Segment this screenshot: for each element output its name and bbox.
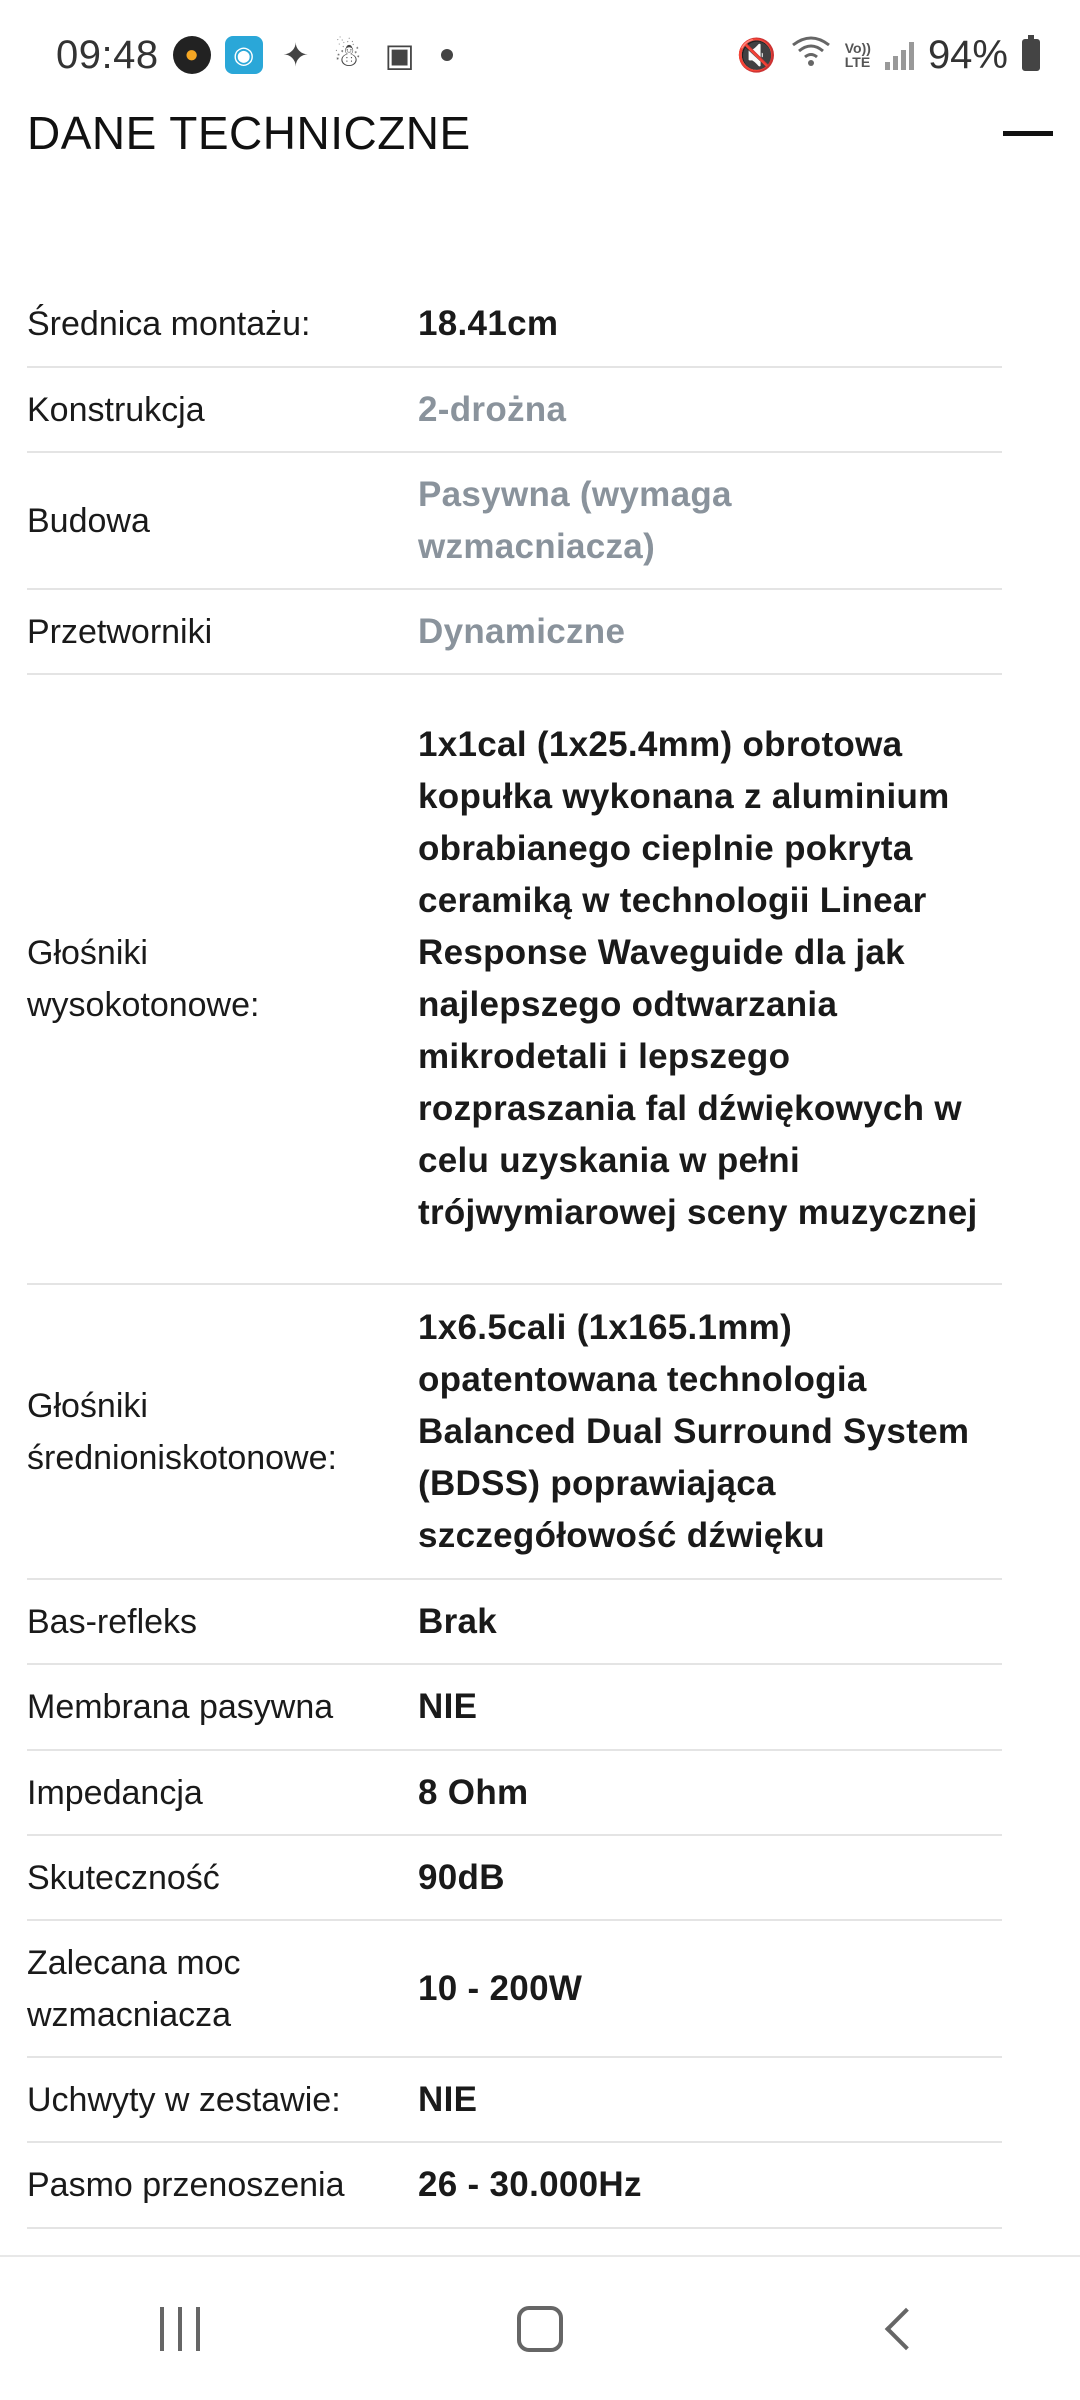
home-button[interactable]: [480, 2269, 600, 2389]
spec-value: Brak: [418, 1601, 498, 1641]
volte-top: Vo)): [844, 40, 871, 56]
table-row: [27, 590, 1002, 675]
spec-label: Głośniki średnioniskotonowe:: [27, 1386, 337, 1477]
table-row: [27, 368, 1002, 453]
section-header[interactable]: [27, 98, 1053, 168]
table-row: [27, 2058, 1002, 2143]
notification-dot-icon: [441, 49, 453, 61]
spec-label: Konstrukcja: [27, 390, 205, 429]
spec-value: 18.41cm: [418, 304, 559, 343]
table-row: [27, 282, 1002, 368]
table-row: [27, 453, 1002, 590]
back-button[interactable]: [840, 2269, 960, 2389]
spec-value: Pasywna (wymaga wzmacniacza): [418, 474, 732, 566]
spec-label: Impedancja: [27, 1773, 203, 1812]
spec-value: 10 - 200W: [418, 1968, 583, 2008]
gallery-icon: ▣: [384, 37, 415, 73]
table-row: [27, 2143, 1002, 2229]
spec-label: Zalecana moc wzmacniacza: [27, 1943, 241, 2034]
spec-value: 26 - 30.000Hz: [418, 2165, 642, 2204]
battery-percent: 94%: [927, 32, 1008, 77]
mute-icon: 🔇: [736, 37, 777, 73]
battery-icon: [1022, 39, 1040, 71]
spec-label: Głośniki wysokotonowe:: [27, 934, 260, 1024]
eye-app-icon: ◉: [225, 36, 263, 74]
status-left: [56, 33, 453, 78]
signal-icon: [885, 40, 914, 70]
spec-label: Przetworniki: [27, 612, 213, 651]
navigation-bar: [0, 2255, 1080, 2400]
status-bar: [0, 0, 1080, 110]
spec-value: Dynamiczne: [418, 611, 626, 651]
table-row: [27, 1921, 1002, 2058]
spec-value: 1x1cal (1x25.4mm) obrotowa kopułka wykonana z aluminium obrabianego cieplnie pokryta ceramiką w technologii Linear Response Waveguide dla jak najlepszego odtwarzania mikrodetali i lepszego rozpraszania fal dźwiękowych w celu uzyskania w pełni trójwymiarowej sceny muzycznej: [418, 725, 978, 1232]
spec-value: 1x6.5cali (1x165.1mm) opatentowana technologia Balanced Dual Surround System (BDSS) poprawiająca szczegółowość dźwięku: [418, 1307, 970, 1555]
snowman-icon: ☃: [333, 37, 362, 73]
spec-value: NIE: [418, 2079, 478, 2119]
volte-indicator: [845, 41, 871, 69]
spec-label: Budowa: [27, 501, 150, 540]
spec-value: 90dB: [418, 1857, 505, 1897]
spec-label: Membrana pasywna: [27, 1688, 334, 1726]
spec-label: Pasmo przenoszenia: [27, 2166, 345, 2204]
status-right: [737, 33, 1040, 78]
spec-value: 8 Ohm: [418, 1772, 529, 1812]
spec-table: [27, 282, 1002, 2229]
spec-label: Średnica montażu:: [27, 305, 311, 343]
status-time: 09:48: [56, 32, 159, 77]
collapse-icon[interactable]: [1003, 113, 1053, 153]
recents-button[interactable]: [120, 2269, 240, 2389]
table-row: [27, 1751, 1002, 1836]
spec-label: Skuteczność: [27, 1858, 220, 1897]
section-title: DANE TECHNICZNE: [27, 107, 471, 159]
table-row: [27, 1285, 1002, 1580]
table-row: [27, 1580, 1002, 1665]
spec-label: Uchwyty w zestawie:: [27, 2080, 341, 2119]
table-row: [27, 1836, 1002, 1921]
wifi-icon: [791, 35, 831, 75]
spec-label: Bas-refleks: [27, 1602, 198, 1641]
table-row: [27, 675, 1002, 1285]
volte-bottom: LTE: [844, 54, 871, 70]
spec-value: 2-drożna: [418, 389, 567, 429]
back-icon: [885, 2307, 927, 2349]
magic-wand-icon: ✦: [282, 37, 310, 73]
recents-icon: [160, 2307, 200, 2351]
spec-value: NIE: [418, 1687, 478, 1726]
game-app-icon: ●: [173, 36, 211, 74]
table-row: [27, 1665, 1002, 1751]
home-icon: [517, 2306, 563, 2352]
